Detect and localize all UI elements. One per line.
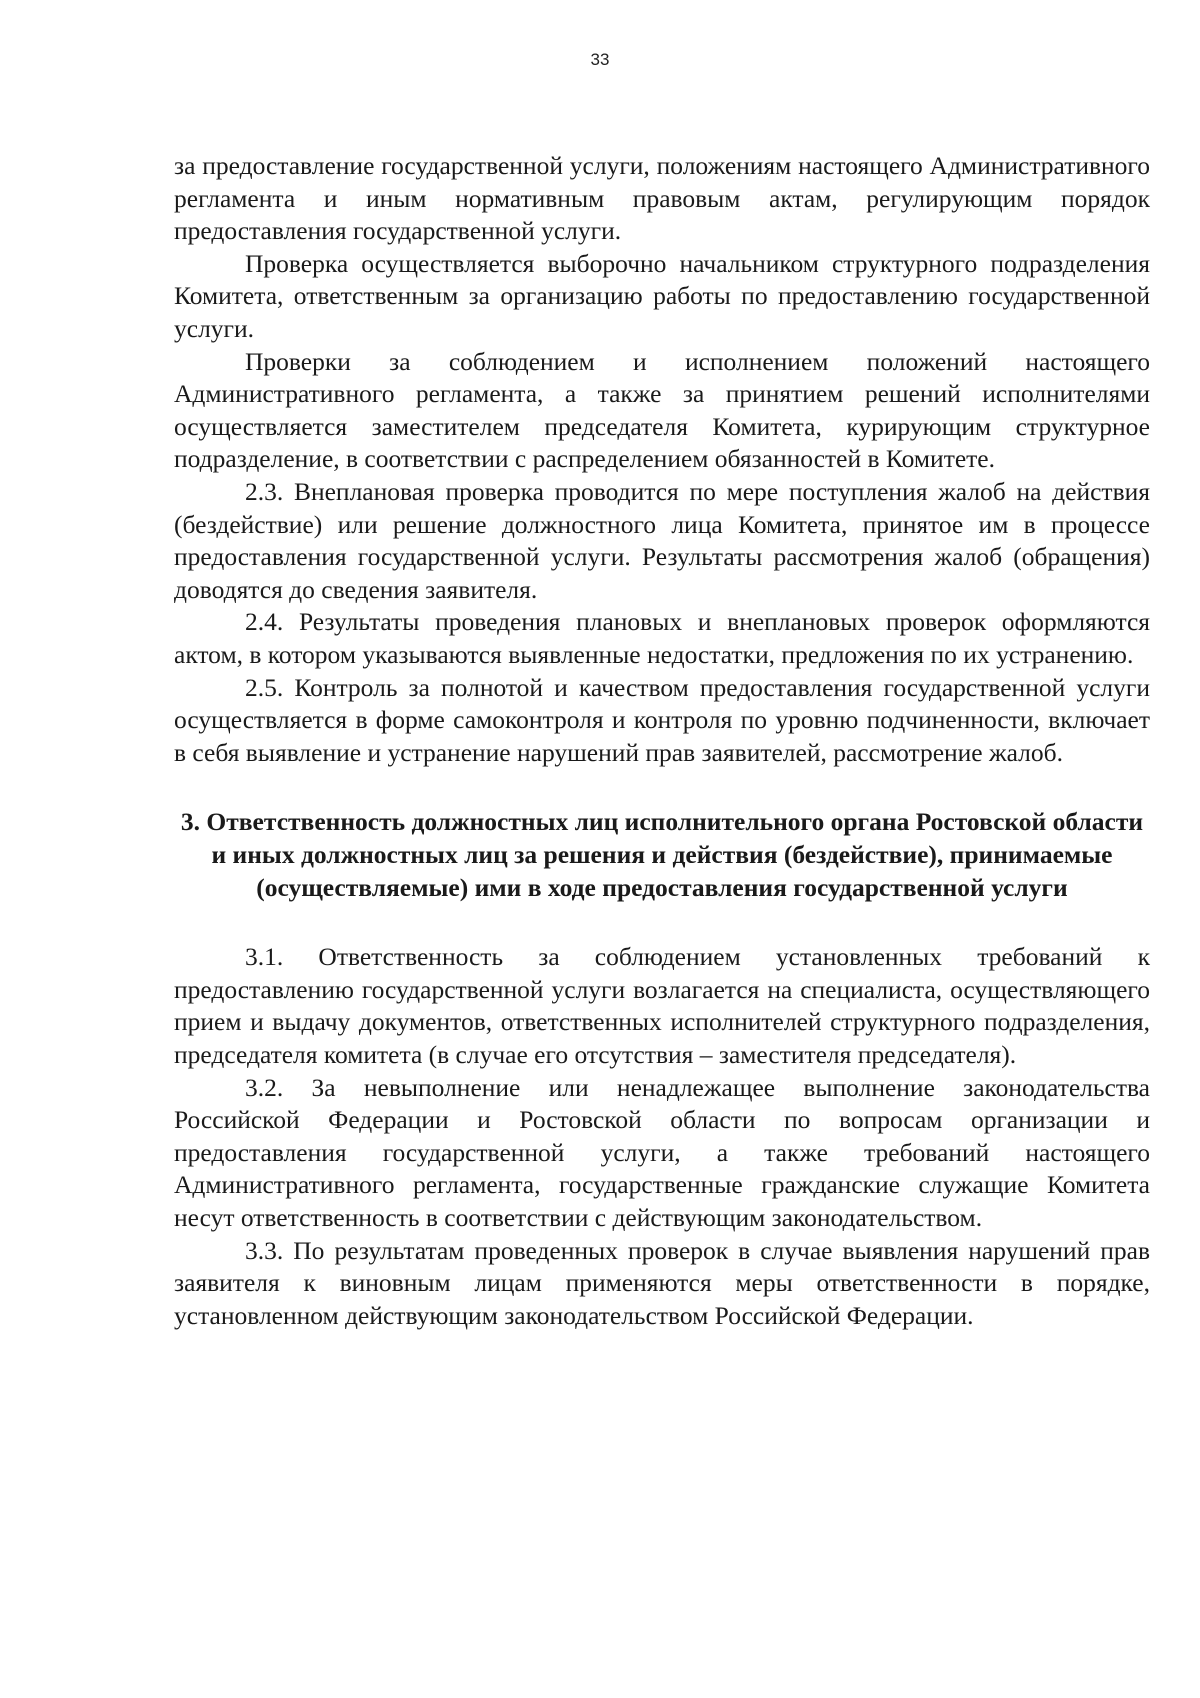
- paragraph: 3.2. За невыполнение или ненадлежащее выполнение законодательства Российской Федерации и Ростовской области по вопросам организации и предоставления государственной услуги, а также требований настоящего Административного регламента, государственные гражданские служащие Комитета несут ответственность в соответствии с действующим законодательством.: [174, 1072, 1150, 1233]
- paragraph: Проверка осуществляется выборочно начальником структурного подразделения Комитета, ответственным за организацию работы по предоставлению государственной услуги.: [174, 248, 1150, 343]
- paragraph: 2.5. Контроль за полнотой и качеством предоставления государственной услуги осуществляется в форме самоконтроля и контроля по уровню подчиненности, включает в себя выявление и устранение нарушений прав заявителей, рассмотрение жалоб.: [174, 672, 1150, 767]
- paragraph: Проверки за соблюдением и исполнением положений настоящего Административного регламента, а также за принятием решений исполнителями осуществляется заместителем председателя Комитета, курирующим структурное подразделение, в соответствии с распределением обязанностей в Комитете.: [174, 346, 1150, 474]
- paragraph: 3.3. По результатам проведенных проверок в случае выявления нарушений прав заявителя к виновным лицам применяются меры ответственности в порядке, установленном действующим законодательством Российской Федерации.: [174, 1235, 1150, 1330]
- section-heading: 3. Ответственность должностных лиц исполнительного органа Ростовской области и иных должностных лиц за решения и действия (бездействие), принимаемые (осуществляемые) ими в ходе предоставления государственной услуги: [180, 807, 1144, 903]
- document-body: [174, 150, 1150, 1332]
- paragraph: за предоставление государственной услуги, положениям настоящего Административного регламента и иным нормативным правовым актам, регулирующим порядок предоставления государственной услуги.: [174, 151, 1150, 246]
- paragraph: 2.4. Результаты проведения плановых и внеплановых проверок оформляются актом, в котором указываются выявленные недостатки, предложения по их устранению.: [174, 607, 1150, 669]
- paragraph: 2.3. Внеплановая проверка проводится по мере поступления жалоб на действия (бездействие) или решение должностного лица Комитета, принятое им в процессе предоставления государственной услуги. Результаты рассмотрения жалоб (обращения) доводятся до сведения заявителя.: [174, 476, 1150, 604]
- page-number: 33: [590, 50, 610, 69]
- paragraph: 3.1. Ответственность за соблюдением установленных требований к предоставлению государственной услуги возлагается на специалиста, осуществляющего прием и выдачу документов, ответственных исполнителей структурного подразделения, председателя комитета (в случае его отсутствия – заместителя председателя).: [174, 942, 1150, 1070]
